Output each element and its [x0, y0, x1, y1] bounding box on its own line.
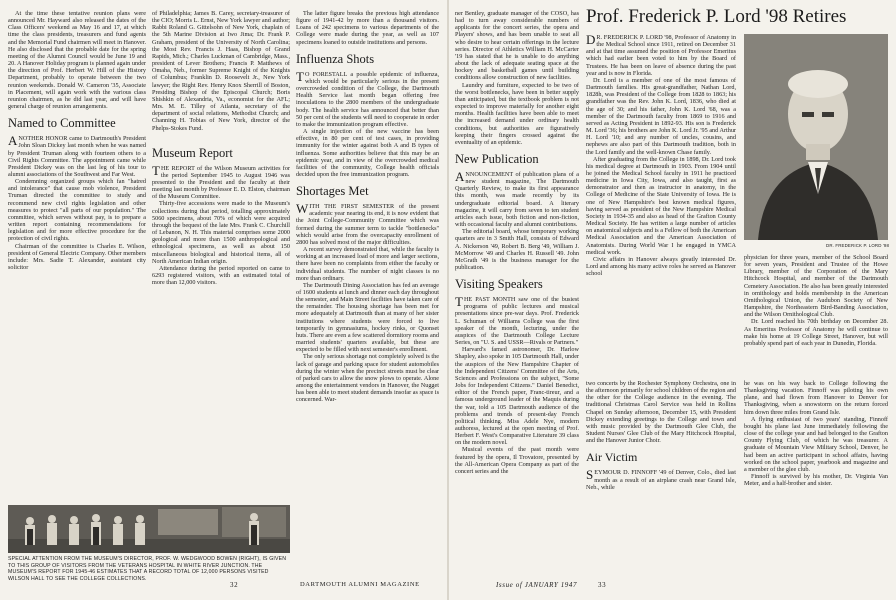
paragraph: THE PAST MONTH saw one of the busiest programs of public lectures and musical presentations since pre-war days. Prof. Frederick L. Schuman of Williams College was the first speaker of the month, lecturing, under the auspices of the Dartmouth College Lecture Series, on "U. S. and USSR—Rivals or Partners." — [455, 294, 579, 347]
paragraph: The Dartmouth Dining Association has fed an average of 1600 students at lunch and dinner each day throughout the semester, and Main Street facilities have taken care of the remainder. The housing shortage has been met for more adequately at Dartmouth than at many of her sister institutions where students were forced to live temporarily in gymnasiums, hockey rinks, or Quonset huts. There are even a few scattered dormitory rooms and married students' quarters available, but these are expected to be filled with next semester's enrollment. — [296, 281, 439, 354]
lord-column-right — [744, 254, 888, 374]
drop-cap: D — [586, 34, 596, 47]
museum-visitors-photo — [8, 505, 290, 553]
paragraph: A recent survey demonstrated that, while the faculty is working at an increased load of more and larger sections, there have been no complaints from either the faculty or individual students. The number of night classes is no more than ordinary. — [296, 246, 439, 282]
paragraph: ANOTHER HONOR came to Dartmouth's President John Sloan Dickey last month when he was named by President Truman along with fourteen others to a Civil Rights Committee. The appointment came while President Dickey was on the last leg of his tour to alumni associations of the Southwest and Far West. — [8, 133, 146, 178]
paragraph: The editorial board, whose temporary working quarters are in 3 Smith Hall, consists of Edward A. Nickerson '49, Robert B. Berg '49, William J. McMorrow '49 and Charles H. Russell '49. John McGrath '49 is the business manager for the publication. — [455, 228, 579, 271]
paragraph: Civic affairs in Hanover always greatly interested Dr. Lord and among his many active roles he served as Hanover school — [586, 255, 736, 278]
heading-new-publication: New Publication — [455, 151, 539, 166]
heading-museum-report: Museum Report — [152, 145, 233, 160]
paragraph: D R. FREDERICK P. LORD '98, Professor of Anatomy in the Medical School since 1911, retired on December 31 and at that time assumed the position of Professor Emeritus which had earlier been voted to him by the Board of Trustees. He has been on leave of absence during the past year and is now in Florida. — [586, 34, 736, 77]
paragraph: A flying enthusiast of two years' standing, Finnoff bought his plane last June immediately following the close of the college year and had belonged to the Grafton County Flying Club, of which he was treasurer. A graduate of Mountain View Military School, Denver, he had been an active participant in school affairs, having worked on the school paper, yearbook and magazine and a member of the glee club. — [744, 415, 888, 473]
lord-portrait-photo — [744, 34, 888, 240]
paragraph: WITH THE FIRST SEMESTER of the present academic year nearing its end, it is now evident that the Joint College-Community Committee which was formed during the summer term to tackle "bottlenecks" which would arise from the overcapacity enrollment of 2800 has solved most of the major difficulties. — [296, 201, 439, 246]
paragraph: THE REPORT of the Wilson Museum activities for the period September 1945 to August 1946 was presented to the President and the faculty at their meeting last month by Professor E. D. Elston, chairman of the Museum Committee. — [152, 162, 290, 201]
paragraph: Thirty-five accessions were made to the Museum's collections during that period, totalling approximately 5060 specimens, about 70% of which were acquired through the bequest of the late Mrs. Frank C. Churchill of Lebanon, N. H. This material comprises some 2000 geological and more than 1500 anthropological and ethnological specimens, as well as about 150 miscellaneous biological and historical items, all of North American Indian origin. — [152, 200, 290, 265]
heading-named-to-committee: Named to Committee — [8, 116, 116, 131]
lord-photo-caption: DR. FREDERICK P. LORD '98 — [826, 243, 890, 248]
column-1 — [8, 10, 146, 505]
heading-visiting-speakers: Visiting Speakers — [455, 277, 543, 292]
column-4 — [455, 10, 579, 585]
column-2 — [152, 10, 290, 505]
paragraph: Finnoff is survived by his mother, Dr. Virginia Van Meter, and a half-brother and sister. — [744, 473, 888, 488]
paragraph: Laundry and furniture, expected to be two of the worst bottlenecks, have been in better supply than anticipated, but the textbook problem is not expected to improve materially for another eight months. Health facilities have been able to meet the increased demand under ordinary health conditions, but authorities are figuratively keeping their fingers crossed against the eventuality of an epidemic. — [455, 81, 579, 146]
paragraph: At the time these tentative reunion plans were announced Mr. Hayward also released the dates of the Class Officers' weekend as May 16 and 17, at which time the class presidents, treasurers and fund agents and the Memorial Fund chairmen will meet in Hanover. He also disclosed that the probable date for the spring meeting of the Alumni Council would be June 19 and 20. A Hanover Holiday program is planned again under the direction of Prof. Herbert W. Hill of the History Department, probably to operate between the two reunion weekends. Donald W. Cameron '35, Associate in Placement, will again work with the various class reunion chairmen, as he did last year, and will have general charge of reunion arrangements. — [8, 10, 146, 111]
paragraph: Attendance during the period reported on came to 6293 registered visitors, with an estimated total of more than 12,000 visitors. — [152, 264, 290, 287]
paragraph: two concerts by the Rochester Symphony Orchestra, one in the afternoon primarily for school children of the region and the other for the College audience in the evening. The traditional Christmas Carol Service was held in Rollins Chapel on Sunday afternoon, December 15, with President Dickey extending greetings to the College and town and with music provided by the Dartmouth Glee Club, the Student Nurses' Glee Club of the Mary Hitchcock Hospital, and the Hanover Junior Choir. — [586, 380, 736, 445]
heading-influenza-shots: Influenza Shots — [296, 51, 375, 66]
portrait-image — [744, 34, 888, 240]
paragraph: Musical events of the past month were featured by the opera, Il Trovatore, presented by the All-American Opera Company as part of the concert series and the — [455, 446, 579, 475]
issue-date: Issue of JANUARY 1947 — [496, 581, 578, 589]
paragraph: Harvard's famed astronomer, Dr. Harlow Shapley, also spoke in 105 Dartmouth Hall, under the auspices of the New Hampshire Chapter of the Independent Citizens' Committee of the Arts, Sciences and Professions on the subject, "Some Jobs for Independent Citizens." Daniel Benedict, editor of the French paper, Franc-tireur, and a famous underground leader of the Maquis during the war, told a 105 Dartmouth audience of the problems and trends of present-day French political thinking. Miss Adele Nye, modern authoress, lectured at the open meeting of Prof. Herbert F. West's Comparative Literature 39 class on the modern novel. — [455, 346, 579, 447]
museum-photo-image — [8, 505, 290, 553]
drop-cap: T — [455, 294, 463, 310]
page-gutter — [447, 0, 449, 600]
paragraph: T O FORESTALL a possible epidemic of influenza, which would be particularly serious in the present overcrowded condition of the College, the Dartmouth Health Service last month began offering free inoculations to the 2800 members of the undergraduate body. The health service has announced that better than 50 per cent of the students will need to cooperate in order to make the immunization program effective. — [296, 68, 439, 128]
drop-cap: T — [152, 162, 160, 178]
heading-shortages-met: Shortages Met — [296, 184, 369, 199]
drop-cap: W — [296, 201, 309, 217]
paragraph: Dr. Lord is a member of one of the most famous of Dartmouth families. His great-grandfather, Nathan Lord, 1828h, was President of the College from 1828 to 1863; his grandfather was the Rev. John K. Lord, 1836, who died at the age of 30; and his father, John K. Lord '68, was a member of the Dartmouth faculty from 1869 to 1916 and served as Acting President in 1892-93. His son is Frederick M. Lord '36; his brothers are John K. Lord Jr. '95 and Arthur H. Lord '10; and any number of uncles, cousins, and nephews are also part of this Dartmouth tradition, both in the Lord family and the well-known Chase family. — [586, 76, 736, 156]
column-5 — [586, 380, 736, 576]
paragraph: ANNOUNCEMENT of publication plans of a new student magazine, The Dartmouth Quarterly Review, to make its first appearance this month, was made recently by its undergraduate editorial board. A literary magazine, it will carry from seven to ten student articles each issue, both fiction and non-fiction, with occasional faculty and alumni contributions. — [455, 168, 579, 229]
paragraph: The only serious shortage not completely solved is the lack of garage and parking space for student automobiles during the winter when the precinct streets must be clear of parked cars to allow the snow plows to operate. Alone among the entertainment vendors in Hanover, the Nugget has been able to meet student demands insofar as space is concerned. War- — [296, 353, 439, 404]
heading-air-victim: Air Victim — [586, 450, 638, 465]
drop-cap: T — [296, 68, 304, 84]
article-title-lord-retires: Prof. Frederick P. Lord '98 Retires — [586, 6, 847, 27]
drop-cap: S — [586, 467, 594, 483]
column-3 — [296, 10, 439, 585]
paragraph: SEYMOUR D. FINNOFF '49 of Denver, Colo., died last month as a result of an airplane crash near Grand Isle, Neb., while — [586, 467, 736, 491]
museum-photo-caption: SPECIAL ATTENTION FROM THE MUSEUM'S DIRECTOR, PROF. W. WEDGWOOD BOWEN (RIGHT), IS GIVEN TO THIS GROUP OF VISITORS FROM THE VETERANS HOSPITAL IN WHITE RIVER JUNCTION. THE MUSEUM'S REPORT FOR 1945-46 ESTIMATES THAT A RECORD TOTAL OF 12,000 PERSONS VISITED WILSON HALL TO SEE THE COLLEGE COLLECTIONS. — [8, 556, 287, 582]
page-number-right: 33 — [598, 581, 607, 589]
paragraph: he was on his way back to College following the Thanksgiving vacation. Finnoff was piloting his own plane, and had flown from Hanover to Denver for Thanksgiving, when a snowstorm on the return forced him down three miles from Grand Isle. — [744, 380, 888, 416]
paragraph: of Philadelphia; James B. Carey, secretary-treasurer of the CIO; Morris L. Ernst, New York lawyer and author; Rabbi Roland G. Gittelsohn of New York, chaplain of the 5th Marine Division at Iwo Jima; Dr. Frank P. Graham, president of the University of North Carolina; the Most Rev. Francis J. Haas, Bishop of Grand Rapids, Mich.; Charles Luckman of Cambridge, Mass., president of Lever Brothers; Francis P. Matthews of Omaha, Neb., former Supreme Knight of the Knights of Columbus; Franklin D. Roosevelt Jr., New York lawyer; the Right Rev. Henry Knox Sherrill of Boston, Presiding Bishop of the Episcopal Church; Boris Shishkin of Alexandria, Va., economist for the AFL; Mrs. M. E. Tilley of Atlanta, secretary of the department of social relations, Methodist Church; and Channing H. Tobias of New York, director of the Phelps-Stokes Fund. — [152, 10, 290, 132]
drop-cap: A — [455, 168, 465, 184]
magazine-name: DARTMOUTH ALUMNI MAGAZINE — [300, 581, 420, 588]
paragraph: The latter figure breaks the previous high attendance figure of 1941-42 by more than a thousand visitors. Loans of 242 specimens to various departments of the College were made during the year, as well as 107 specimens loaned to outside institutions and persons. — [296, 10, 439, 46]
paragraph: Chairman of the committee is Charles E. Wilson, president of General Electric Company. Other members include: Mrs. Sadie T. Alexander, assistant city solicitor — [8, 242, 146, 271]
page-number-left: 32 — [230, 581, 239, 589]
paragraph: A single injection of the new vaccine has been effective, in 80 per cent of test cases, in providing immunity for the winter against both A and B types of influenza. Some authorities believe that this may be an epidemic year, and in view of the overcrowded medical facilities of the community, College health officials decided upon the free immunization program. — [296, 128, 439, 178]
paragraph: Condemning organized groups which fan "hatred and intolerance" that cause mob violence, President Truman directed the committee to study and recommend new civil rights legislation and other measures to protect "all parts of our population." The committee, which serves without pay, is to prepare a written report containing recommendations for legislation and for more effective procedure for the protection of civil rights. — [8, 178, 146, 243]
drop-cap: A — [8, 133, 18, 149]
paragraph: ner Bentley, graduate manager of the COSO, has had to turn away considerable numbers of applicants for the concert series, the opera and Players' shows, and has been unable to seat all who desire to hear certain offerings in the lecture series. Director of Athletics William H. McCarter '19 has stated that he is unable to do anything about the lack of adequate seating space at the hockey and basketball games until building conditions allow construction of new facilities. — [455, 10, 579, 82]
column-6 — [744, 380, 888, 576]
paragraph: After graduating from the College in 1898, Dr. Lord took his medical degree at Dartmouth in 1903. From 1904 until he joined the Medical School faculty in 1911 he practiced medicine in Iowa City, Iowa, and also taught, first as demonstrator and then as instructor in anatomy, in the College of Medicine of the State University of Iowa. He is one of New Hampshire's best known medical figures, having served as president of the New Hampshire Medical Society in 1934-35 and also as head of the Grafton County Medical Society. He has written a large number of articles on anatomical subjects and is a Fellow of both the American Medical Association and the American Association of Anatomists. During World War I he engaged in YMCA medical work. — [586, 155, 736, 256]
paragraph: Dr. Lord reached his 70th birthday on December 28. As Emeritus Professor of Anatomy he will continue to make his home at 19 College Street, Hanover, but will probably spend part of each year in Dunedin, Florida. — [744, 318, 888, 347]
paragraph: physician for three years, member of the School Board for seven years, President and Trustee of the Howe Library, member of the Corporation of the Mary Hitchcock Hospital, and member of the Dartmouth Cemetery Association. He also has been greatly interested in ornithology and holds membership in the American Ornithological Union, the Audubon Society of New Hampshire, the Northeastern Bird-Banding Association, and the Wilson Ornithological Club. — [744, 254, 888, 319]
lord-column-left — [586, 34, 736, 374]
